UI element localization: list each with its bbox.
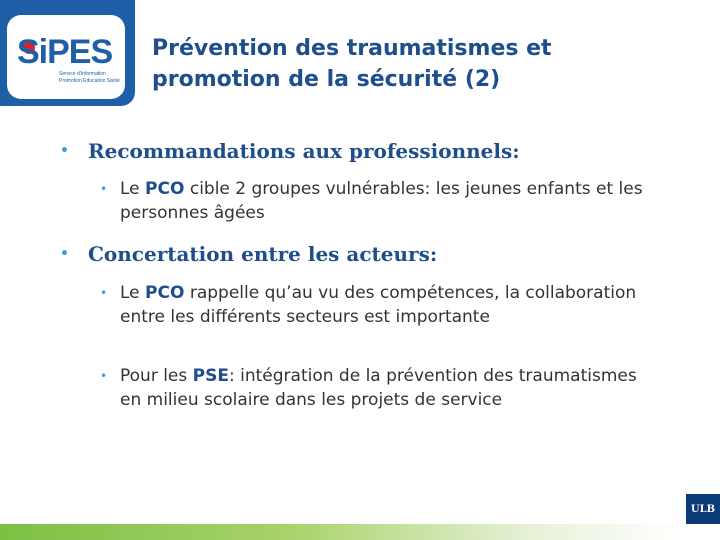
list-item-acronym: PCO: [145, 179, 185, 199]
list-item-acronym: PSE: [192, 366, 229, 386]
section-heading-concertation: [60, 241, 680, 267]
sipes-logo: [7, 15, 125, 99]
list-item-text: [120, 281, 660, 329]
bullet-icon: •: [100, 182, 108, 196]
logo-panel: [0, 0, 135, 106]
section-heading-text: Concertation entre les acteurs:: [88, 242, 438, 266]
logo-tagline-1: Service d'Information: [59, 71, 106, 77]
list-item-post: cible 2 groupes vulnérables: les jeunes enfants et les personnes âgées: [120, 179, 643, 223]
list-item-post: : intégration de la prévention des traumatismes en milieu scolaire dans les projets de service: [120, 366, 637, 410]
bullet-icon: •: [100, 286, 108, 300]
slide-title-line-1: Prévention des traumatismes et: [152, 36, 552, 61]
logo-tagline-2: Promotion Education Santé: [59, 78, 120, 84]
list-item-pre: Pour les: [120, 366, 193, 386]
bullet-icon: •: [60, 143, 69, 159]
list-item: [100, 281, 660, 353]
list-item: [100, 364, 660, 436]
ulb-logo: ULB: [686, 494, 720, 524]
slide-title-line-2: promotion de la sécurité (2): [152, 67, 501, 92]
list-item: [100, 177, 660, 225]
sipes-logo-graphic: [7, 15, 125, 99]
bullet-icon: •: [100, 369, 108, 383]
footer-gradient-bar: [0, 524, 720, 540]
list-item-acronym: PCO: [145, 283, 185, 303]
section-heading-recommandations: [60, 138, 680, 164]
list-item-text: [120, 177, 660, 225]
slide-title: [152, 33, 672, 95]
list-item-pre: Le: [120, 283, 146, 303]
list-item-pre: Le: [120, 179, 146, 199]
list-item-post: rappelle qu’au vu des compétences, la collaboration entre les différents secteurs est importante: [120, 283, 637, 327]
logo-wordmark: SiPES: [17, 33, 113, 71]
bullet-icon: •: [60, 246, 69, 262]
list-item-text: [120, 364, 660, 412]
section-heading-text: Recommandations aux professionnels:: [88, 139, 520, 163]
